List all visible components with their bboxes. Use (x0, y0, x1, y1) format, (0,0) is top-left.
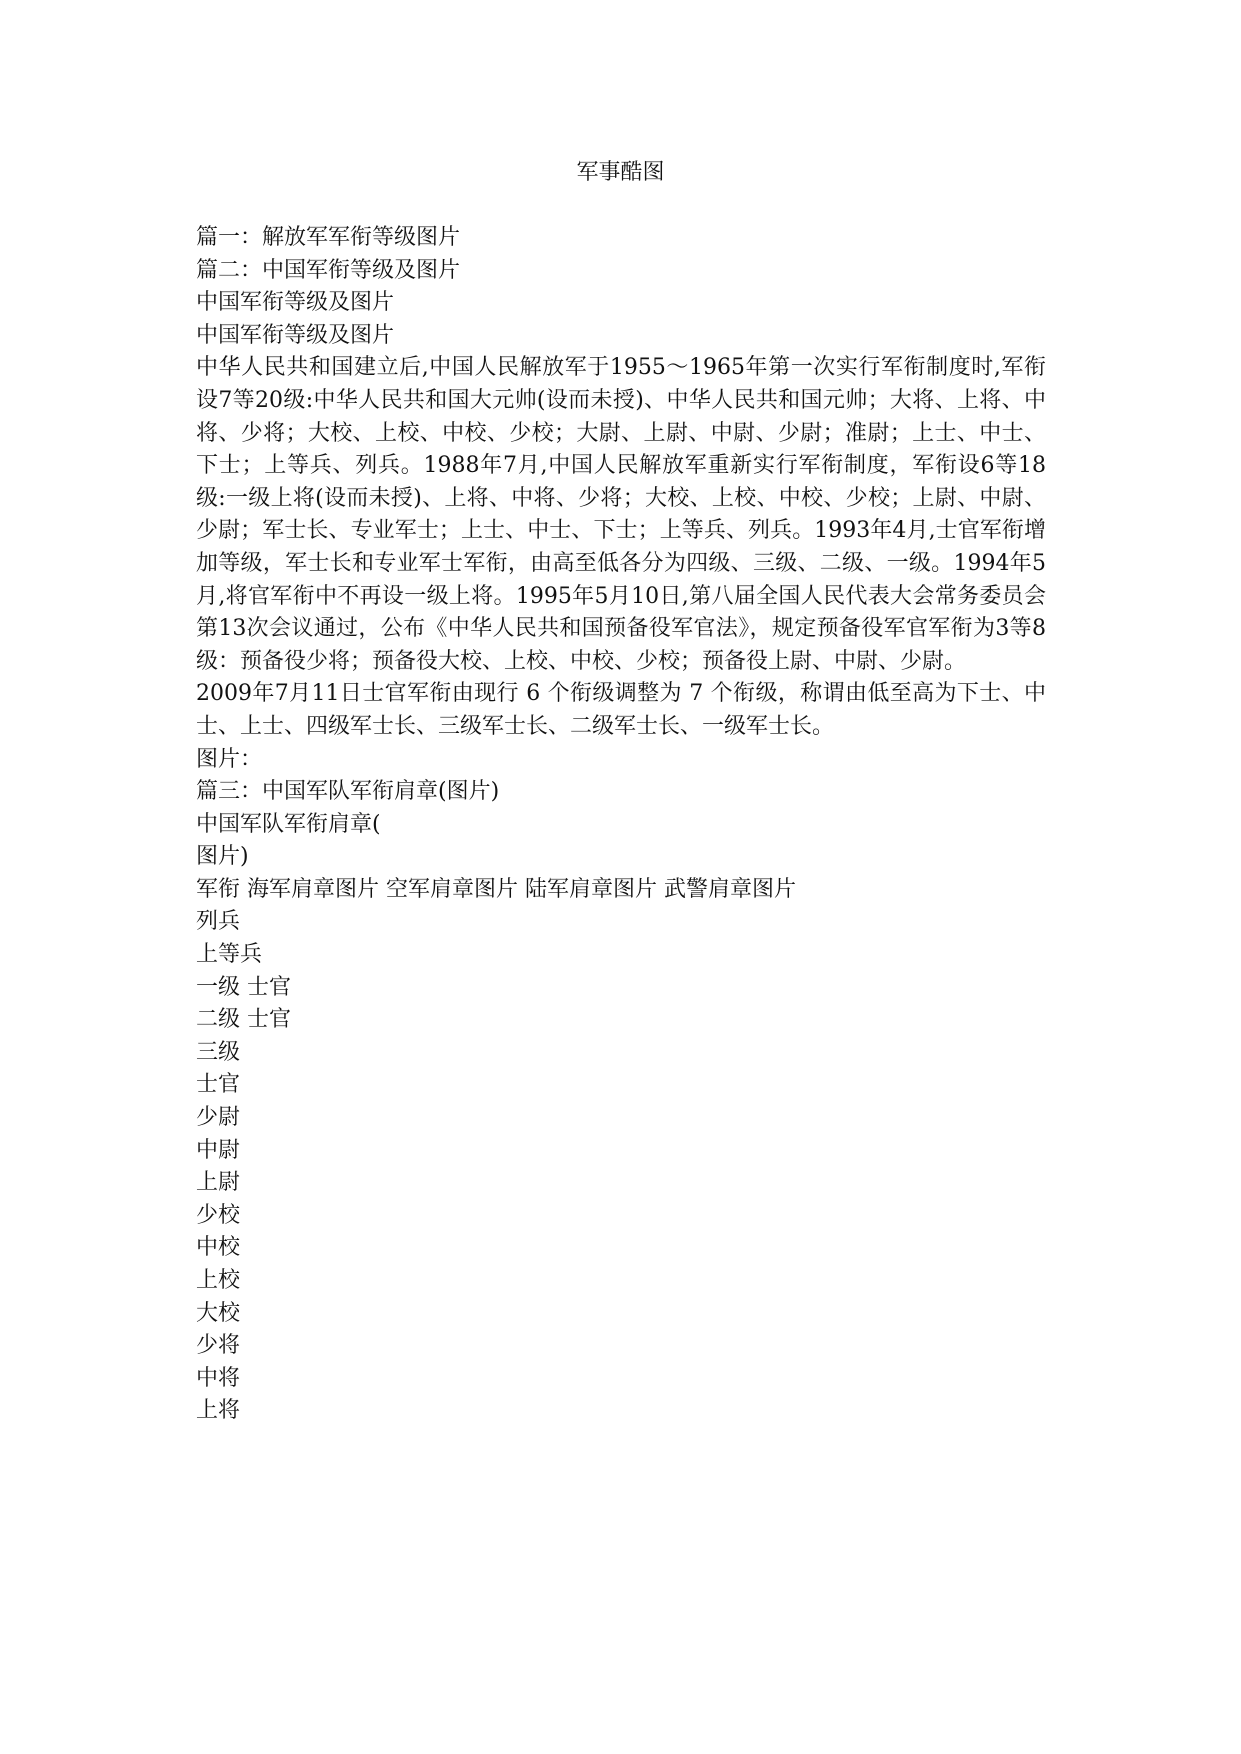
text-line: 篇二：中国军衔等级及图片 (196, 257, 461, 283)
text-line: 篇三：中国军队军衔肩章(图片) (196, 779, 500, 805)
rank-item: 上校 (196, 1268, 241, 1293)
table-header-line: 军衔 海军肩章图片 空军肩章图片 陆军肩章图片 武警肩章图片 (196, 876, 796, 902)
text-line: 图片) (196, 844, 249, 870)
text-line: 中国军队军衔肩章( (196, 811, 381, 837)
rank-item: 上将 (196, 1398, 241, 1424)
rank-item: 列兵 (196, 909, 241, 935)
rank-item: 一级 士官 (196, 974, 291, 1000)
text-line: 篇一：解放军军衔等级图片 (196, 225, 461, 250)
paragraph-2009-change: 2009年7月11日士官军衔由现行 6 个衔级调整为 7 个衔级，称谓由低至高为下士、中士、上士、四级军士长、三级军士长、二级军士长、一级军士长。 (196, 681, 1046, 739)
rank-item: 少尉 (196, 1105, 241, 1131)
rank-item: 中尉 (196, 1137, 241, 1163)
rank-item: 大校 (196, 1300, 241, 1326)
rank-item: 上尉 (196, 1170, 241, 1196)
rank-item: 少将 (196, 1333, 241, 1359)
text-line: 图片： (196, 746, 263, 772)
rank-item: 少校 (196, 1202, 241, 1228)
document-body (196, 222, 1046, 1428)
text-line: 中国军衔等级及图片 (196, 290, 395, 316)
text-line: 中国军衔等级及图片 (196, 322, 395, 348)
paragraph-history: 中华人民共和国建立后,中国人民解放军于1955～1965年第一次实行军衔制度时,军衔设7等20级:中华人民共和国大元帅(设而未授)、中华人民共和国元帅；大将、上将、中将、少将；大校、上校、中校、少校；大尉、上尉、中尉、少尉；准尉；上士、中士、下士；上等兵、列兵。1988年7月,中国人民解放军重新实行军衔制度，军衔设6等18级:一级上将(设而未授)、上将、中将、少将；大校、上校、中校、少校；上尉、中尉、少尉；军士长、专业军士；上士、中士、下士；上等兵、列兵。1993年4月,士官军衔增加等级，军士长和专业军士军衔，由高至低各分为四级、三级、二级、一级。1994年5月,将官军衔中不再设一级上将。1995年5月10日,第八届全国人民代表大会常务委员会第13次会议通过，公布《中华人民共和国预备役军官法》，规定预备役军官军衔为3等8级：预备役少将；预备役大校、上校、中校、少校；预备役上尉、中尉、少尉。 (196, 355, 1046, 674)
document-title: 军事酷图 (576, 160, 665, 185)
rank-item: 二级 士官 (196, 1007, 291, 1033)
rank-item: 中校 (196, 1235, 241, 1261)
rank-item: 中将 (196, 1365, 241, 1391)
rank-item: 上等兵 (196, 942, 263, 968)
rank-item: 士官 (196, 1072, 241, 1098)
rank-list (196, 906, 1046, 1428)
rank-item: 三级 (196, 1039, 241, 1065)
